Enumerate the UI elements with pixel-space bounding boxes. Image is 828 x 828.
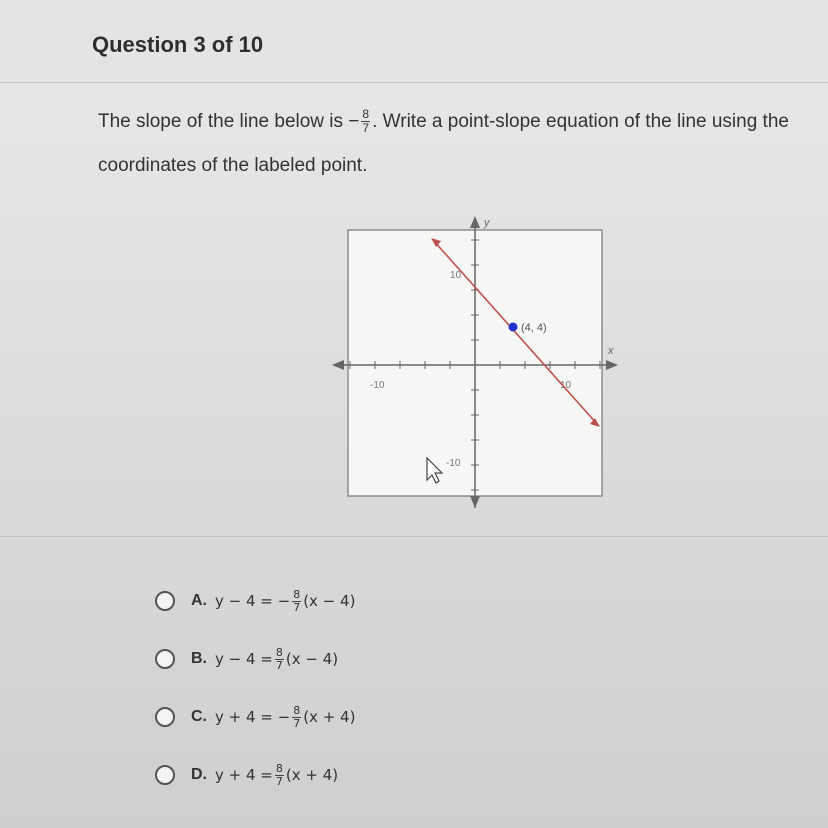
- equation-right: (x − 4): [303, 592, 356, 610]
- equation-right: (x + 4): [285, 766, 339, 784]
- choice-letter: D.: [191, 766, 207, 783]
- equation-left: y + 4 = −: [215, 708, 291, 726]
- x-axis-arrow-left: [332, 360, 344, 370]
- x-axis-label: x: [608, 345, 614, 357]
- choice-d[interactable]: [155, 746, 355, 804]
- equation-fraction: [275, 647, 284, 672]
- tick-label-x-pos: 10: [560, 380, 572, 391]
- equation-right: (x − 4): [285, 650, 339, 668]
- choice-b[interactable]: [155, 630, 355, 688]
- fraction-denominator: 7: [293, 716, 301, 730]
- point-label: (4, 4): [521, 322, 547, 334]
- slope-numerator: 8: [362, 107, 370, 122]
- equation-fraction: [275, 763, 284, 788]
- slope-denominator: 7: [362, 121, 370, 136]
- equation-fraction: [292, 705, 301, 730]
- fraction-numerator: 8: [275, 761, 283, 775]
- prompt-text-end: . Write a point-slope equation of the line using the coordinates of the labeled point.: [98, 111, 789, 176]
- choice-equation: [215, 705, 355, 730]
- choice-letter: A.: [191, 592, 207, 609]
- y-axis-arrow-down: [470, 496, 480, 508]
- choice-c[interactable]: [155, 688, 355, 746]
- equation-left: y − 4 = −: [215, 592, 291, 610]
- fraction-numerator: 8: [293, 703, 301, 717]
- x-axis-arrow-right: [606, 360, 618, 370]
- radio-button-a[interactable]: [155, 591, 175, 611]
- fraction-numerator: 8: [275, 645, 283, 659]
- radio-button-b[interactable]: [155, 649, 175, 669]
- fraction-denominator: 7: [275, 774, 283, 788]
- choice-a[interactable]: [155, 572, 355, 630]
- choice-letter: B.: [191, 650, 207, 667]
- section-divider: [0, 536, 828, 537]
- question-prompt: [98, 100, 808, 188]
- fraction-denominator: 7: [275, 658, 283, 672]
- tick-label-x-neg: -10: [370, 380, 385, 391]
- question-counter: Question 3 of 10: [92, 32, 264, 57]
- fraction-numerator: 8: [293, 587, 301, 601]
- y-axis-arrow-up: [470, 216, 480, 228]
- choice-equation: [215, 763, 338, 788]
- question-header: [0, 0, 828, 83]
- radio-button-c[interactable]: [155, 707, 175, 727]
- coordinate-graph: [320, 210, 630, 510]
- choice-letter: C.: [191, 708, 207, 725]
- choice-equation: [215, 589, 355, 614]
- answer-choices: [155, 572, 355, 804]
- prompt-text-start: The slope of the line below is −: [98, 111, 360, 132]
- equation-left: y + 4 =: [215, 766, 273, 784]
- tick-label-y-pos: 10: [450, 270, 462, 281]
- equation-right: (x + 4): [303, 708, 356, 726]
- equation-fraction: [292, 589, 301, 614]
- labeled-point: [509, 323, 518, 332]
- slope-fraction: [361, 108, 370, 135]
- y-axis-label: y: [484, 217, 490, 229]
- equation-left: y − 4 =: [215, 650, 273, 668]
- radio-button-d[interactable]: [155, 765, 175, 785]
- tick-label-y-neg: -10: [446, 458, 461, 469]
- fraction-denominator: 7: [293, 600, 301, 614]
- choice-equation: [215, 647, 338, 672]
